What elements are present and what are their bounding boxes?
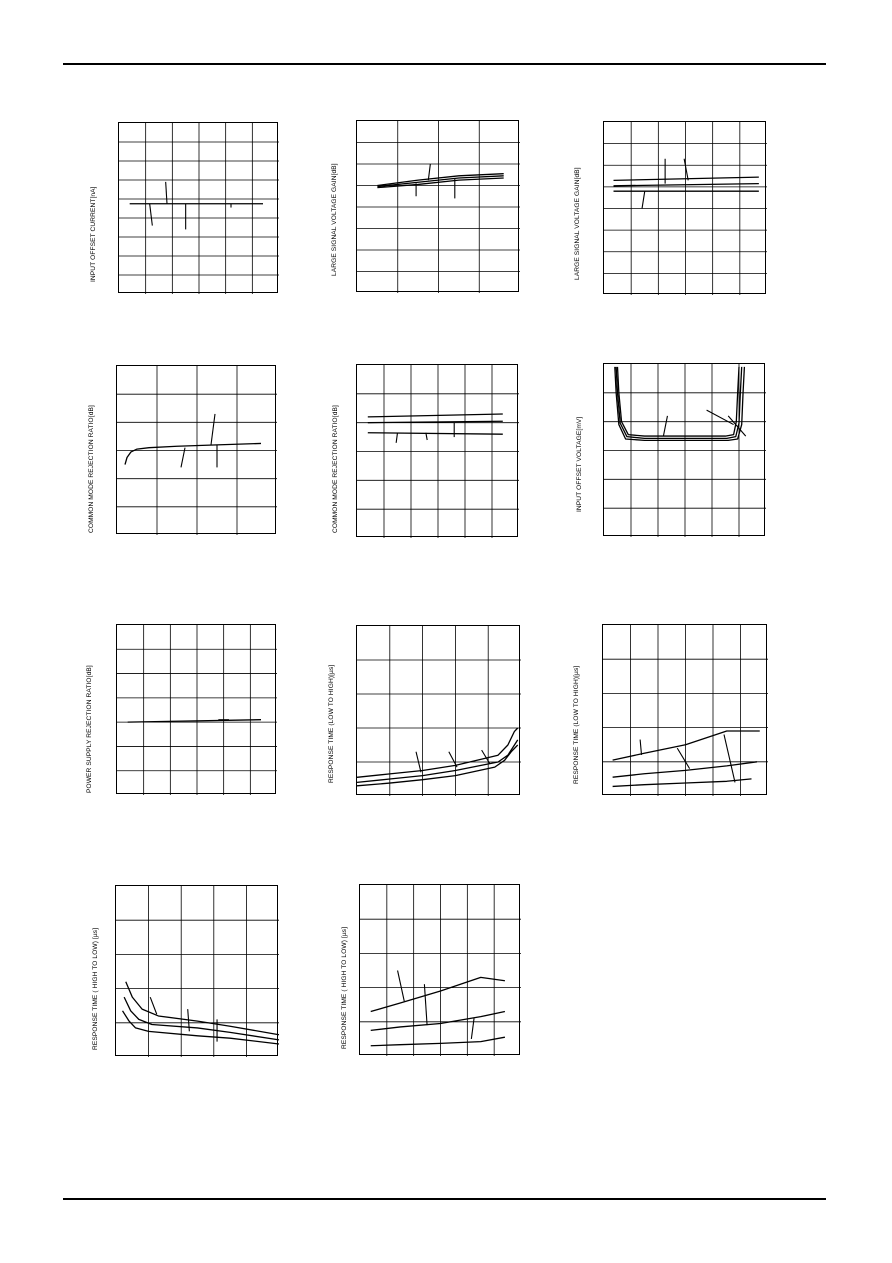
chart-4-plot-area	[116, 365, 276, 534]
chart-10-plot-area	[115, 885, 278, 1056]
chart-2-ylabel: LARGE SIGNAL VOLTAGE GAIN[dB]	[331, 163, 338, 276]
callout-mark	[211, 414, 215, 445]
chart-8-svg	[357, 626, 519, 794]
series-line	[371, 1037, 505, 1046]
chart-11-ylabel: RESPONSE TIME ( HIGH TO LOW) [µs]	[341, 926, 348, 1049]
chart-5-plot-area	[356, 364, 518, 537]
chart-9-svg	[603, 625, 766, 794]
callout-mark	[396, 433, 397, 443]
series-line	[368, 414, 503, 417]
series-line	[614, 184, 759, 186]
chart-8-ylabel: RESPONSE TIME (LOW TO HIGH)[µs]	[328, 664, 335, 783]
chart-1-ylabel: INPUT OFFSET CURRENT[nA]	[90, 186, 97, 282]
series-line	[613, 762, 757, 777]
series-line	[614, 177, 759, 180]
chart-7-plot-area	[116, 624, 276, 794]
chart-7-svg	[117, 625, 275, 793]
callout-mark	[150, 997, 157, 1014]
callout-mark	[663, 416, 667, 436]
chart-5-ylabel: COMMON MODE REJECTION RATIO[dB]	[332, 405, 339, 533]
callout-mark	[724, 734, 735, 782]
chart-10-svg	[116, 886, 277, 1055]
chart-3-plot-area	[603, 121, 766, 294]
series-line	[616, 367, 742, 439]
chart-1-svg	[119, 123, 277, 292]
chart-5-svg	[357, 365, 517, 536]
header-rule	[63, 63, 826, 65]
chart-11-svg	[360, 885, 519, 1054]
series-line	[615, 367, 745, 441]
footer-rule	[63, 1198, 826, 1200]
callout-mark	[449, 752, 457, 767]
chart-4-ylabel: COMMON MODE REJECTION RATIO[dB]	[88, 405, 95, 533]
series-line	[368, 433, 503, 434]
chart-6-svg	[604, 364, 764, 535]
callout-mark	[424, 984, 427, 1025]
series-line	[371, 1012, 505, 1031]
chart-2-svg	[357, 121, 518, 291]
chart-3-svg	[604, 122, 765, 293]
chart-1-plot-area	[118, 122, 278, 293]
callout-mark	[677, 748, 689, 769]
chart-8-plot-area	[356, 625, 520, 795]
chart-6-ylabel: INPUT OFFSET VOLTAGE[mV]	[576, 416, 583, 512]
callout-mark	[642, 191, 645, 208]
series-line	[125, 443, 261, 464]
series-line	[613, 731, 760, 760]
series-line	[357, 740, 518, 783]
series-line	[357, 728, 518, 777]
callout-mark	[150, 204, 153, 226]
callout-mark	[398, 971, 405, 1002]
chart-9-plot-area	[602, 624, 767, 795]
series-line	[124, 997, 279, 1040]
callout-mark	[640, 740, 641, 755]
chart-10-ylabel: RESPONSE TIME ( HIGH TO LOW) [µs]	[92, 927, 99, 1050]
chart-4-svg	[117, 366, 275, 533]
chart-11-plot-area	[359, 884, 520, 1055]
chart-9-ylabel: RESPONSE TIME (LOW TO HIGH)[µs]	[573, 665, 580, 784]
series-line	[613, 779, 752, 787]
callout-mark	[166, 182, 167, 204]
chart-6-plot-area	[603, 363, 765, 536]
series-line	[371, 977, 505, 1011]
callout-mark	[684, 159, 688, 181]
chart-7-ylabel: POWER SUPPLY REJECTION RATIO[dB]	[86, 665, 93, 793]
chart-3-ylabel: LARGE SIGNAL VOLTAGE GAIN[dB]	[574, 167, 581, 280]
series-line	[618, 367, 740, 436]
chart-2-plot-area	[356, 120, 519, 292]
series-line	[123, 1011, 279, 1044]
callout-mark	[428, 164, 430, 180]
